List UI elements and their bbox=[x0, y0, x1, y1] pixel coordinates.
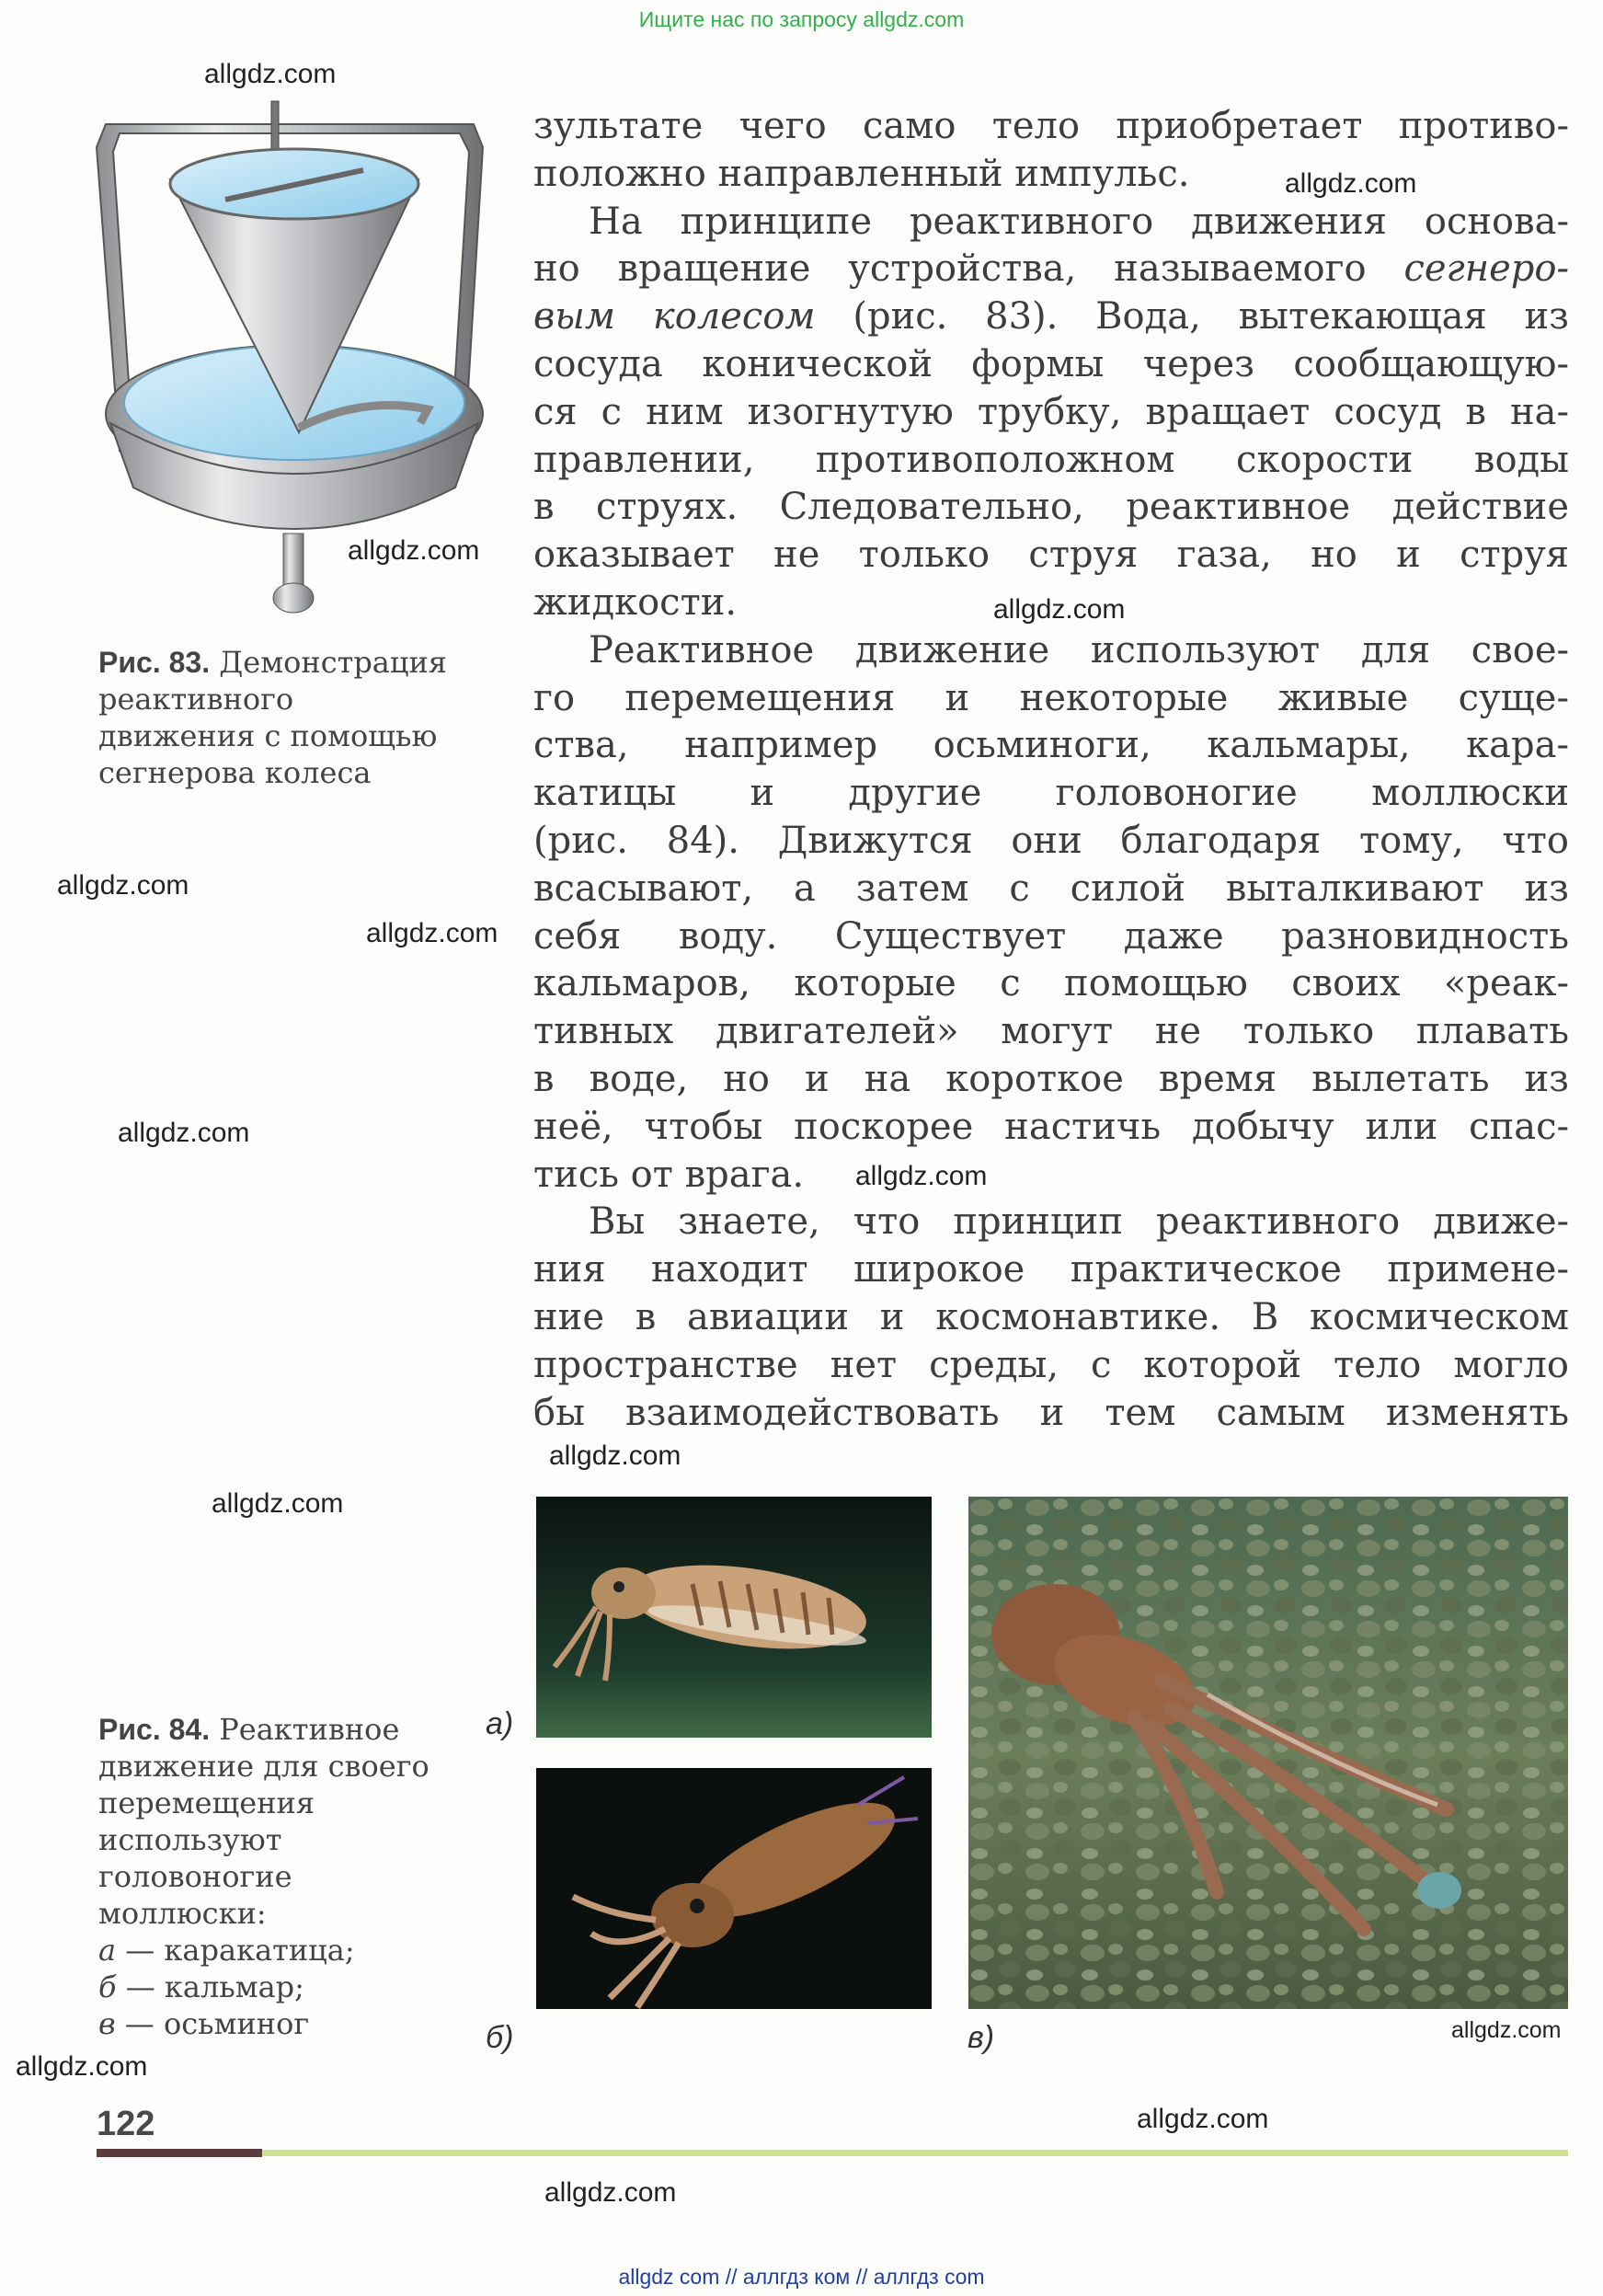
watermark: allgdz.com bbox=[366, 918, 498, 948]
text-line: Вы знаете, что принцип реактивного движе- bbox=[589, 1200, 1569, 1244]
footer-banner[interactable]: allgdz com // аллгдз ком // аллгдз com bbox=[618, 2265, 985, 2289]
watermark: allgdz.com bbox=[1285, 168, 1417, 199]
text-line: себя воду. Существует даже разновидность bbox=[533, 914, 1569, 958]
watermark: allgdz.com bbox=[544, 2177, 677, 2208]
watermark: allgdz.com bbox=[118, 1118, 250, 1148]
watermark: allgdz.com bbox=[549, 1441, 681, 1471]
photo-b-label: б) bbox=[486, 2020, 514, 2055]
watermark: allgdz.com bbox=[212, 1488, 344, 1519]
body-text bbox=[533, 103, 1569, 1437]
fig83-label: Рис. 83. bbox=[98, 646, 211, 679]
watermark: allgdz.com bbox=[16, 2051, 148, 2082]
text-line: положно направленный импульс. bbox=[533, 152, 1190, 195]
text-line: тивных двигателей» могут не только плавать bbox=[533, 1010, 1569, 1053]
text-line: но вращение устройства, называемого сегнеро- bbox=[533, 247, 1569, 291]
watermark: allgdz.com bbox=[1137, 2104, 1269, 2134]
fig84-caption: Рис. 84. Реактивное движение для своего перемещения используют головоногие моллюски: а — каракатица; б — кальмар; в — осьминог bbox=[98, 1712, 429, 2041]
text-line: оказывает не только струя газа, но и струя bbox=[533, 534, 1569, 577]
photo-cuttlefish bbox=[536, 1497, 932, 1738]
text-line: ния находит широкое практическое примене- bbox=[533, 1248, 1569, 1292]
watermark: allgdz.com bbox=[204, 59, 337, 89]
text-line: вым колесом (рис. 83). Вода, вытекающая из bbox=[533, 295, 1569, 339]
watermark: allgdz.com bbox=[855, 1161, 988, 1191]
watermark: allgdz.com bbox=[993, 594, 1126, 625]
watermark: allgdz.com bbox=[1451, 2017, 1562, 2043]
search-banner[interactable]: Ищите нас по запросу allgdz.com bbox=[638, 7, 965, 31]
text-line: (рис. 84). Движутся они благодаря тому, что bbox=[533, 819, 1569, 862]
text-line: ние в авиации и космонавтике. В космическом bbox=[533, 1295, 1569, 1338]
watermark: allgdz.com bbox=[348, 535, 480, 566]
text-line: в струях. Следовательно, реактивное действие bbox=[533, 486, 1569, 529]
photo-c-label: в) bbox=[968, 2020, 995, 2055]
photo-octopus bbox=[968, 1497, 1568, 2009]
footer-rule-dark bbox=[97, 2149, 262, 2157]
text-line: правлении, противоположном скорости воды bbox=[533, 438, 1569, 481]
text-line: жидкости. bbox=[533, 580, 738, 624]
text-line: Реактивное движение используют для свое- bbox=[589, 628, 1569, 672]
text-line: сосуда конической формы через сообщающую- bbox=[533, 342, 1569, 385]
text-line: ства, например осьминоги, кальмары, кара- bbox=[533, 724, 1569, 767]
watermark: allgdz.com bbox=[57, 870, 189, 901]
page-number: 122 bbox=[97, 2105, 155, 2143]
text-line: кальмаров, которые с помощью своих «реак- bbox=[533, 962, 1569, 1005]
fig83-caption: Рис. 83. Демонстрация реактивного движения с помощью сегнерова колеса bbox=[98, 645, 447, 790]
text-line: го перемещения и некоторые живые суще- bbox=[533, 676, 1569, 719]
photo-squid bbox=[536, 1768, 932, 2009]
text-line: катицы и другие головоногие моллюски bbox=[533, 772, 1569, 815]
footer-rule-light bbox=[262, 2150, 1568, 2156]
text-line: бы взаимодействовать и тем самым изменять bbox=[533, 1391, 1569, 1434]
text-line: пространстве нет среды, с которой тело могло bbox=[533, 1343, 1569, 1386]
text-line: На принципе реактивного движения основа- bbox=[589, 200, 1569, 243]
text-line: в воде, но и на короткое время вылетать из bbox=[533, 1057, 1569, 1100]
text-line: тись от врага. bbox=[533, 1153, 805, 1196]
text-line: зультате чего само тело приобретает противо- bbox=[533, 105, 1569, 147]
text-line: всасывают, а затем с силой выталкивают из bbox=[533, 867, 1569, 910]
text-line: неё, чтобы поскорее настичь добычу или спас- bbox=[533, 1105, 1569, 1148]
text-line: ся с ним изогнутую трубку, вращает сосуд в на- bbox=[533, 390, 1569, 433]
photo-a-label: а) bbox=[486, 1706, 514, 1741]
fig84-label: Рис. 84. bbox=[98, 1713, 211, 1746]
